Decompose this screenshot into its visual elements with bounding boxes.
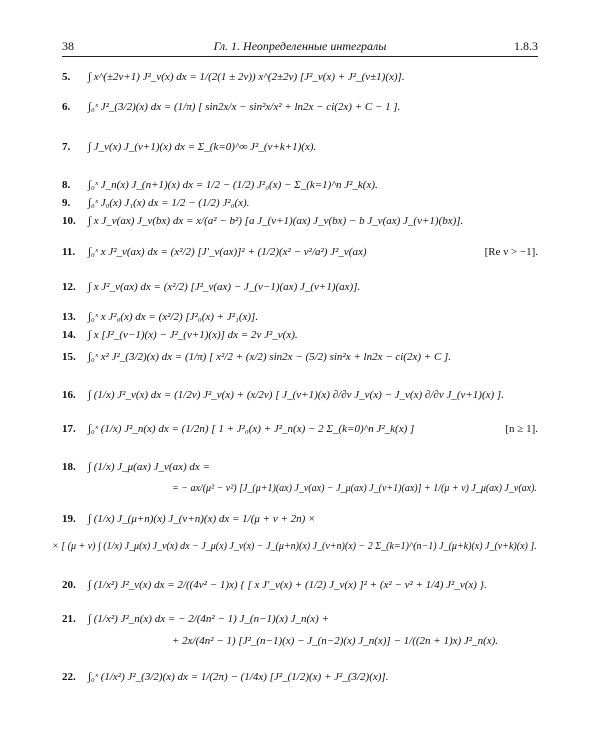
equation-22: 22. ∫₀ˣ (1/x²) J²_(3/2)(x) dx = 1/(2π) − (1/4x) [J²_(1/2)(x) + J²_(3/2)(x)]. <box>62 671 389 683</box>
equation-9: 9. ∫₀ˣ J₀(x) J₁(x) dx = 1/2 − (1/2) J²₀(x). <box>62 197 250 209</box>
equation-20: 20. ∫ (1/x²) J²_ν(x) dx = 2/((4ν² − 1)x) { [ x J′_ν(x) + (1/2) J_ν(x) ]² + (x² − ν² + 1/4) J²_ν(x) }. <box>62 579 487 591</box>
equation-16: 16. ∫ (1/x) J²_ν(x) dx = (1/2ν) J²_ν(x) + (x/2ν) [ J_(ν+1)(x) ∂/∂ν J_ν(x) − J_ν(x) ∂/∂ν J_(ν+1)(x) ]. <box>62 389 504 401</box>
equation-6: 6. ∫₀ˣ J²_(3/2)(x) dx = (1/π) [ sin2x/x − sin²x/x² + ln2x − ci(2x) + C − 1 ]. <box>62 101 401 113</box>
equation-5: 5. ∫ x^(±2ν+1) J²_ν(x) dx = 1/(2(1 ± 2ν)) x^(2±2ν) [J²_ν(x) + J²_(ν±1)(x)]. <box>62 71 405 83</box>
equation-21-continuation: + 2x/(4n² − 1) [J²_(n−1)(x) − J_(n−2)(x) J_n(x)] − 1/((2n + 1)x) J²_n(x). <box>172 635 499 647</box>
equation-18: 18. ∫ (1/x) J_μ(ax) J_ν(ax) dx = <box>62 461 210 473</box>
equation-7: 7. ∫ J_ν(x) J_(ν+1)(x) dx = Σ_(k=0)^∞ J²_(ν+k+1)(x). <box>62 141 317 153</box>
equation-8-9: 8. ∫₀ˣ J_n(x) J_(n+1)(x) dx = 1/2 − (1/2) J²₀(x) − Σ_(k=1)^n J²_k(x). <box>62 179 378 191</box>
equation-19: 19. ∫ (1/x) J_(μ+n)(x) J_(ν+n)(x) dx = 1/(μ + ν + 2n) × <box>62 513 316 525</box>
equation-12: 12. ∫ x J²_ν(ax) dx = (x²/2) [J²_ν(ax) − J_(ν−1)(ax) J_(ν+1)(ax)]. <box>62 281 361 293</box>
equation-15: 15. ∫₀ˣ x² J²_(3/2)(x) dx = (1/π) [ x²/2 + (x/2) sin2x − (5/2) sin²x + ln2x − ci(2x) + C ]. <box>62 351 452 363</box>
equation-21: 21. ∫ (1/x²) J²_n(x) dx = − 2/(4n² − 1) J_(n−1)(x) J_n(x) + <box>62 613 329 625</box>
equation-19-continuation: × [ (μ + ν) ∫ (1/x) J_μ(x) J_ν(x) dx − J_μ(x) J_ν(x) − J_(μ+n)(x) J_(ν+n)(x) − 2 Σ_(k=1)^(n−1) J_(μ+k)(x) J_(ν+k)(x) ]. <box>52 541 537 552</box>
page-header <box>62 38 538 57</box>
equation-18-continuation: = − ax/(μ² − ν²) [J_(μ+1)(ax) J_ν(ax) − J_μ(ax) J_(ν+1)(ax)] + 1/(μ + ν) J_μ(ax) J_ν(ax). <box>172 483 537 494</box>
equation-11: 11. ∫₀ˣ x J²_ν(ax) dx = (x²/2) [J′_ν(ax)]² + (1/2)(x² − ν²/a²) J²_ν(ax) [Re ν > −1]. <box>62 246 538 258</box>
page-number: 38 <box>62 39 74 53</box>
section-number: 1.8.3 <box>514 39 538 53</box>
condition-17: [n ≥ 1]. <box>505 423 538 435</box>
chapter-title: Гл. 1. Неопределенные интегралы <box>213 39 387 53</box>
equation-17: 17. ∫₀ˣ (1/x) J²_n(x) dx = (1/2n) [ 1 + J²₀(x) + J²_n(x) − 2 Σ_(k=0)^n J²_k(x) ] [n ≥ 1]. <box>62 423 538 435</box>
equation-10: 10. ∫ x J_ν(ax) J_ν(bx) dx = x/(a² − b²) [a J_(ν+1)(ax) J_ν(bx) − b J_ν(ax) J_(ν+1)(bx)]. <box>62 215 464 227</box>
condition-11: [Re ν > −1]. <box>484 246 538 258</box>
equation-13: 13. ∫₀ˣ x J²₀(x) dx = (x²/2) [J²₀(x) + J²₁(x)]. <box>62 311 259 323</box>
equation-14: 14. ∫ x [J²_(ν−1)(x) − J²_(ν+1)(x)] dx = 2ν J²_ν(x). <box>62 329 298 341</box>
